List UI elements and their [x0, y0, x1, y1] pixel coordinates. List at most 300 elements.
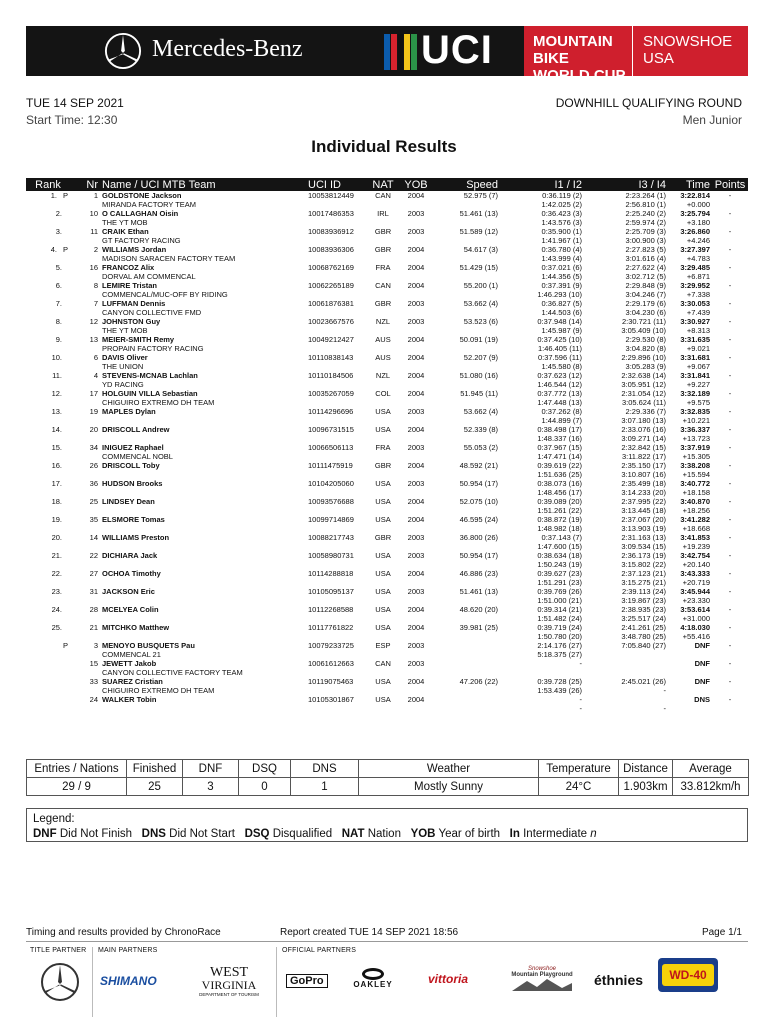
split-i1: 0:37.967 (15): [537, 443, 582, 452]
empty-cell: [366, 308, 400, 317]
empty-cell: [366, 272, 400, 281]
empty-cell: [712, 578, 748, 587]
ethnies-logo: éthnies: [594, 972, 644, 988]
result-subrow: [26, 560, 748, 569]
official-partners-label: OFFICIAL PARTNERS: [282, 947, 357, 954]
points: -: [728, 245, 732, 254]
uci-rainbow-stripes: [384, 34, 418, 70]
yob: 2004: [407, 695, 425, 704]
empty-cell: [70, 506, 100, 515]
result-subrow: [26, 200, 748, 209]
team-name: CANYON COLLECTIVE FMD: [102, 308, 202, 317]
empty-cell: [400, 686, 432, 695]
result-row: [26, 515, 748, 524]
empty-cell: [366, 398, 400, 407]
split-i4: 3:09.534 (15): [621, 542, 666, 551]
summary-header: Weather: [359, 760, 539, 778]
speed: 54.617 (3): [463, 245, 498, 254]
finish-time: 3:41.853: [680, 533, 710, 542]
bib-cell: 17: [89, 389, 98, 398]
time-gap: +18.158: [682, 488, 710, 497]
empty-cell: [298, 398, 366, 407]
split-i3: 2:38.935 (23): [621, 605, 666, 614]
empty-cell: [366, 380, 400, 389]
split-i1: 0:37.391 (9): [541, 281, 582, 290]
empty-cell: [366, 326, 400, 335]
bib-cell: 35: [89, 515, 98, 524]
split-i1: 0:38.073 (16): [537, 479, 582, 488]
uci-id: 10088217743: [308, 533, 354, 542]
yob: 2004: [407, 371, 425, 380]
rank-cell: [26, 299, 70, 308]
speed: 46.886 (23): [459, 569, 498, 578]
split-i2: 1:46.544 (12): [537, 380, 582, 389]
empty-cell: [298, 218, 366, 227]
points: -: [728, 281, 732, 290]
time-gap: +9.575: [686, 398, 710, 407]
split-i4: 3:05.409 (10): [621, 326, 666, 335]
bib-cell: 19: [89, 407, 98, 416]
points: -: [728, 353, 732, 362]
points: -: [728, 695, 732, 704]
split-i1: 0:36.423 (3): [541, 209, 582, 218]
bib-cell: 36: [89, 479, 98, 488]
result-row: [26, 227, 748, 236]
col-time: Time: [668, 178, 712, 191]
yob: 2004: [407, 353, 425, 362]
split-i4: 3:09.271 (14): [621, 434, 666, 443]
rank-cell: [26, 605, 70, 614]
summary-value: 0: [239, 778, 291, 796]
page-title: Individual Results: [311, 137, 457, 156]
empty-cell: [70, 308, 100, 317]
empty-cell: [70, 614, 100, 623]
empty-cell: [26, 578, 70, 587]
yob: 2004: [407, 281, 425, 290]
points: -: [728, 569, 732, 578]
empty-cell: [712, 488, 748, 497]
wd40-logo: [658, 958, 718, 992]
rider-name: INIGUEZ Raphael: [102, 443, 164, 452]
empty-cell: [400, 578, 432, 587]
empty-cell: [432, 524, 500, 533]
bib-cell: 2: [93, 245, 98, 254]
empty-cell: [712, 434, 748, 443]
rank-value: 22.: [51, 569, 62, 578]
finish-time: 3:45.944: [680, 587, 710, 596]
speed: 50.954 (17): [459, 551, 498, 560]
result-row: [26, 281, 748, 290]
time-gap: +0.000: [686, 200, 710, 209]
col-nr: Nr: [70, 178, 100, 191]
empty-cell: [432, 704, 500, 713]
time-gap: +9.227: [686, 380, 710, 389]
result-row: [26, 299, 748, 308]
empty-cell: [432, 236, 500, 245]
split-i4: 3:07.180 (13): [621, 416, 666, 425]
rank-value: 8.: [55, 317, 62, 326]
empty-cell: [712, 272, 748, 281]
legend-abbr: DSQ: [244, 828, 270, 840]
empty-cell: [400, 272, 432, 281]
uci-id: 10104205060: [308, 479, 354, 488]
split-i1: 0:36.827 (5): [541, 299, 582, 308]
split-i2: 1:46.293 (10): [537, 290, 582, 299]
team-name: GT FACTORY RACING: [102, 236, 181, 245]
uci-id: 10105301867: [308, 695, 354, 704]
yob: 2004: [407, 335, 425, 344]
team-name: [100, 596, 298, 605]
empty-cell: [712, 308, 748, 317]
wv-line-2: VIRGINIA: [201, 978, 257, 992]
bib-cell: 33: [89, 677, 98, 686]
rider-name: GOLDSTONE Jackson: [102, 191, 182, 200]
rank-cell: [26, 191, 70, 200]
empty-cell: [70, 560, 100, 569]
empty-cell: [26, 614, 70, 623]
empty-cell: [26, 632, 70, 641]
rider-name: OCHOA Timothy: [102, 569, 161, 578]
split-i3: 2:36.173 (19): [621, 551, 666, 560]
rank-cell: [26, 623, 70, 632]
team-name: [100, 578, 298, 587]
split-i2: -: [579, 704, 582, 713]
split-i2: 1:48.337 (16): [537, 434, 582, 443]
result-subrow: [26, 380, 748, 389]
empty-cell: [712, 380, 748, 389]
penalty-flag: P: [62, 641, 68, 650]
oakley-logo: [350, 968, 396, 989]
result-subrow: [26, 416, 748, 425]
speed: 48.620 (20): [459, 605, 498, 614]
time-gap: +55.416: [682, 632, 710, 641]
finish-time: 3:38.208: [680, 461, 710, 470]
split-i1: 0:39.619 (22): [537, 461, 582, 470]
empty-cell: [298, 344, 366, 353]
rank-cell: [26, 209, 70, 218]
uci-id: 10117761822: [308, 623, 354, 632]
split-i1: 0:36.119 (2): [542, 191, 582, 200]
empty-cell: [26, 560, 70, 569]
rank-value: 14.: [51, 425, 62, 434]
uci-id: 10099714869: [308, 515, 354, 524]
empty-cell: [298, 704, 366, 713]
split-i4: 3:13.445 (18): [621, 506, 666, 515]
rider-name: WILLIAMS Preston: [102, 533, 170, 542]
result-subrow: [26, 398, 748, 407]
split-i4: 3:04.230 (6): [625, 308, 666, 317]
oakley-ellipse-icon: [362, 968, 384, 980]
speed: 53.662 (4): [463, 407, 498, 416]
rank-value: 4.: [50, 245, 57, 254]
empty-cell: [70, 416, 100, 425]
bib-cell: 21: [89, 623, 98, 632]
split-i2: 1:44.356 (5): [541, 272, 582, 281]
empty-cell: [298, 434, 366, 443]
nation: GBR: [374, 299, 392, 308]
bib-cell: 16: [89, 263, 98, 272]
nation: FRA: [375, 443, 391, 452]
legend-text: Intermediate: [523, 828, 588, 840]
result-row: [26, 191, 748, 200]
brand-name: Mercedes-Benz: [152, 36, 303, 62]
gopro-logo: GoPro: [286, 974, 328, 988]
bib-cell: 10: [89, 209, 98, 218]
result-subrow: [26, 326, 748, 335]
split-i3: 2:32.842 (15): [621, 443, 666, 452]
empty-cell: [400, 218, 432, 227]
rank-value: 11.: [52, 371, 62, 380]
empty-cell: [70, 452, 100, 461]
empty-cell: [298, 290, 366, 299]
yob: 2004: [407, 425, 425, 434]
yob: 2004: [407, 569, 425, 578]
nation: USA: [375, 587, 391, 596]
split-i2: 1:51.261 (22): [537, 506, 582, 515]
split-i4: [584, 668, 668, 677]
yob: 2003: [407, 227, 425, 236]
uci-logo-text: UCI: [421, 28, 493, 72]
time-gap: [668, 650, 712, 659]
rider-name: WILLIAMS Jordan: [102, 245, 167, 254]
team-name: [100, 542, 298, 551]
empty-cell: [432, 542, 500, 551]
legend-abbr: In: [509, 828, 520, 840]
empty-cell: [366, 254, 400, 263]
time-gap: +15.305: [682, 452, 710, 461]
sponsor-divider: [92, 947, 93, 1017]
speed: 52.975 (7): [463, 191, 498, 200]
empty-cell: [298, 506, 366, 515]
yob: 2003: [407, 479, 425, 488]
yob: 2003: [407, 407, 425, 416]
rank-cell: [26, 227, 70, 236]
split-i1: 0:35.900 (1): [541, 227, 582, 236]
empty-cell: [70, 704, 100, 713]
split-i3: 2:45.021 (26): [621, 677, 666, 686]
empty-cell: [366, 470, 400, 479]
empty-cell: [712, 344, 748, 353]
venue-badge: [632, 26, 748, 76]
empty-cell: [26, 362, 70, 371]
time-gap: +19.239: [682, 542, 710, 551]
empty-cell: [432, 488, 500, 497]
uci-id: 10119075463: [308, 677, 354, 686]
result-subrow: [26, 344, 748, 353]
empty-cell: [432, 254, 500, 263]
vittoria-logo: vittoria: [428, 972, 469, 986]
empty-cell: [26, 380, 70, 389]
summary-header: Entries / Nations: [27, 760, 127, 778]
empty-cell: [366, 578, 400, 587]
rank-cell: [26, 371, 70, 380]
summary-value: 25: [127, 778, 183, 796]
empty-cell: [712, 704, 748, 713]
result-row: [26, 335, 748, 344]
speed: 53.662 (4): [463, 299, 498, 308]
empty-cell: [712, 452, 748, 461]
nation: USA: [375, 677, 391, 686]
yob: 2004: [407, 677, 425, 686]
round-name: DOWNHILL QUALIFYING ROUND: [555, 96, 742, 110]
split-i2: 1:44.503 (6): [541, 308, 582, 317]
rider-name: SUAREZ Cristian: [102, 677, 163, 686]
split-i1: 0:37.262 (8): [541, 407, 582, 416]
split-i4: 3:01.616 (4): [625, 254, 666, 263]
empty-cell: [400, 542, 432, 551]
empty-cell: [366, 218, 400, 227]
rainbow-stripe: [384, 34, 390, 70]
empty-cell: [432, 218, 500, 227]
footer-divider: [26, 941, 748, 942]
empty-cell: [400, 344, 432, 353]
bib-cell: 15: [89, 659, 98, 668]
rank-cell: [26, 641, 70, 650]
finish-time: 3:53.614: [680, 605, 710, 614]
wv-line-1: WEST: [209, 965, 249, 980]
points: -: [728, 497, 732, 506]
empty-cell: [712, 290, 748, 299]
empty-cell: [366, 614, 400, 623]
empty-cell: [70, 344, 100, 353]
result-subrow: [26, 542, 748, 551]
empty-cell: [70, 362, 100, 371]
time-gap: +9.067: [686, 362, 710, 371]
team-name: THE UNION: [102, 362, 144, 371]
result-row: [26, 659, 748, 668]
empty-cell: [70, 254, 100, 263]
split-i1: 2:14.176 (27): [537, 641, 582, 650]
split-i2: 1:43.576 (3): [541, 218, 582, 227]
team-name: [100, 416, 298, 425]
finish-time: 3:31.635: [680, 335, 710, 344]
finish-time: 3:40.870: [680, 497, 710, 506]
empty-cell: [70, 290, 100, 299]
rank-cell: [26, 335, 70, 344]
uci-id: 10105095137: [308, 587, 354, 596]
uci-id: 10035267059: [308, 389, 354, 398]
nation: GBR: [374, 227, 392, 236]
rider-name: MCELYEA Colin: [102, 605, 159, 614]
split-i2: 1:48.456 (17): [537, 488, 582, 497]
empty-cell: [432, 650, 500, 659]
uci-id: 10062265189: [308, 281, 354, 290]
empty-cell: [432, 344, 500, 353]
nation: USA: [375, 515, 391, 524]
points: -: [728, 659, 732, 668]
empty-cell: [70, 470, 100, 479]
legend-abbr: NAT: [341, 828, 365, 840]
summary-value-row: [27, 778, 749, 796]
empty-cell: [400, 398, 432, 407]
result-subrow: [26, 470, 748, 479]
bib-cell: 26: [89, 461, 98, 470]
empty-cell: [26, 650, 70, 659]
result-row: [26, 443, 748, 452]
wd40-text: WD-40: [662, 964, 714, 986]
rank-cell: [26, 389, 70, 398]
split-i4: 3:02.712 (5): [625, 272, 666, 281]
empty-cell: [366, 668, 400, 677]
empty-cell: [712, 542, 748, 551]
time-gap: +20.140: [682, 560, 710, 569]
time-gap: +6.871: [686, 272, 710, 281]
bib-cell: 14: [89, 533, 98, 542]
empty-cell: [298, 614, 366, 623]
split-i4: 3:11.822 (17): [621, 452, 666, 461]
rank-cell: [26, 587, 70, 596]
split-i3: 2:35.499 (18): [621, 479, 666, 488]
empty-cell: [432, 470, 500, 479]
team-name: DORVAL AM COMMENCAL: [102, 272, 196, 281]
team-name: MADISON SARACEN FACTORY TEAM: [102, 254, 236, 263]
empty-cell: [400, 470, 432, 479]
team-name: [100, 704, 298, 713]
empty-cell: [400, 632, 432, 641]
uci-id: 10093576688: [308, 497, 354, 506]
result-subrow: [26, 308, 748, 317]
empty-cell: [712, 560, 748, 569]
summary-value: 1: [291, 778, 359, 796]
empty-cell: [712, 362, 748, 371]
split-i4: 3:48.780 (25): [621, 632, 666, 641]
empty-cell: [712, 668, 748, 677]
nation: CAN: [375, 191, 391, 200]
empty-cell: [712, 506, 748, 515]
split-i3: 2:29.530 (8): [625, 335, 666, 344]
result-subrow: [26, 668, 748, 677]
rank-value: 16.: [51, 461, 62, 470]
split-i1: 0:39.314 (21): [537, 605, 582, 614]
summary-header: Temperature: [539, 760, 619, 778]
team-name: [100, 632, 298, 641]
yob: 2003: [407, 443, 425, 452]
legend-abbr: DNF: [33, 828, 57, 840]
nation: GBR: [374, 533, 392, 542]
split-i2: 1:41.967 (1): [541, 236, 582, 245]
empty-cell: [400, 668, 432, 677]
series-line-1: MOUNTAIN BIKE: [533, 33, 613, 67]
empty-cell: [70, 236, 100, 245]
venue-line-2: USA: [643, 50, 674, 67]
rainbow-stripe: [391, 34, 397, 70]
rider-name: MAPLES Dylan: [102, 407, 156, 416]
result-subrow: [26, 488, 748, 497]
time-gap: [668, 668, 712, 677]
points: -: [728, 551, 732, 560]
finish-time: DNS: [694, 695, 710, 704]
bib-cell: 3: [93, 641, 98, 650]
rank-cell: [26, 551, 70, 560]
empty-cell: [712, 596, 748, 605]
yob: 2004: [407, 191, 425, 200]
result-subrow: [26, 686, 748, 695]
uci-id: 10112268588: [308, 605, 354, 614]
split-i2: 1:46.405 (11): [537, 344, 582, 353]
speed: 55.200 (1): [463, 281, 498, 290]
empty-cell: [432, 434, 500, 443]
result-row: [26, 263, 748, 272]
empty-cell: [366, 542, 400, 551]
uci-id: 10114296696: [308, 407, 354, 416]
rank-value: 5.: [55, 263, 62, 272]
speed: 48.592 (21): [459, 461, 498, 470]
team-name: COMMENCAL 21: [102, 650, 161, 659]
time-gap: +4.783: [686, 254, 710, 263]
empty-cell: [366, 200, 400, 209]
empty-cell: [70, 398, 100, 407]
split-i3: 2:32.638 (14): [621, 371, 666, 380]
